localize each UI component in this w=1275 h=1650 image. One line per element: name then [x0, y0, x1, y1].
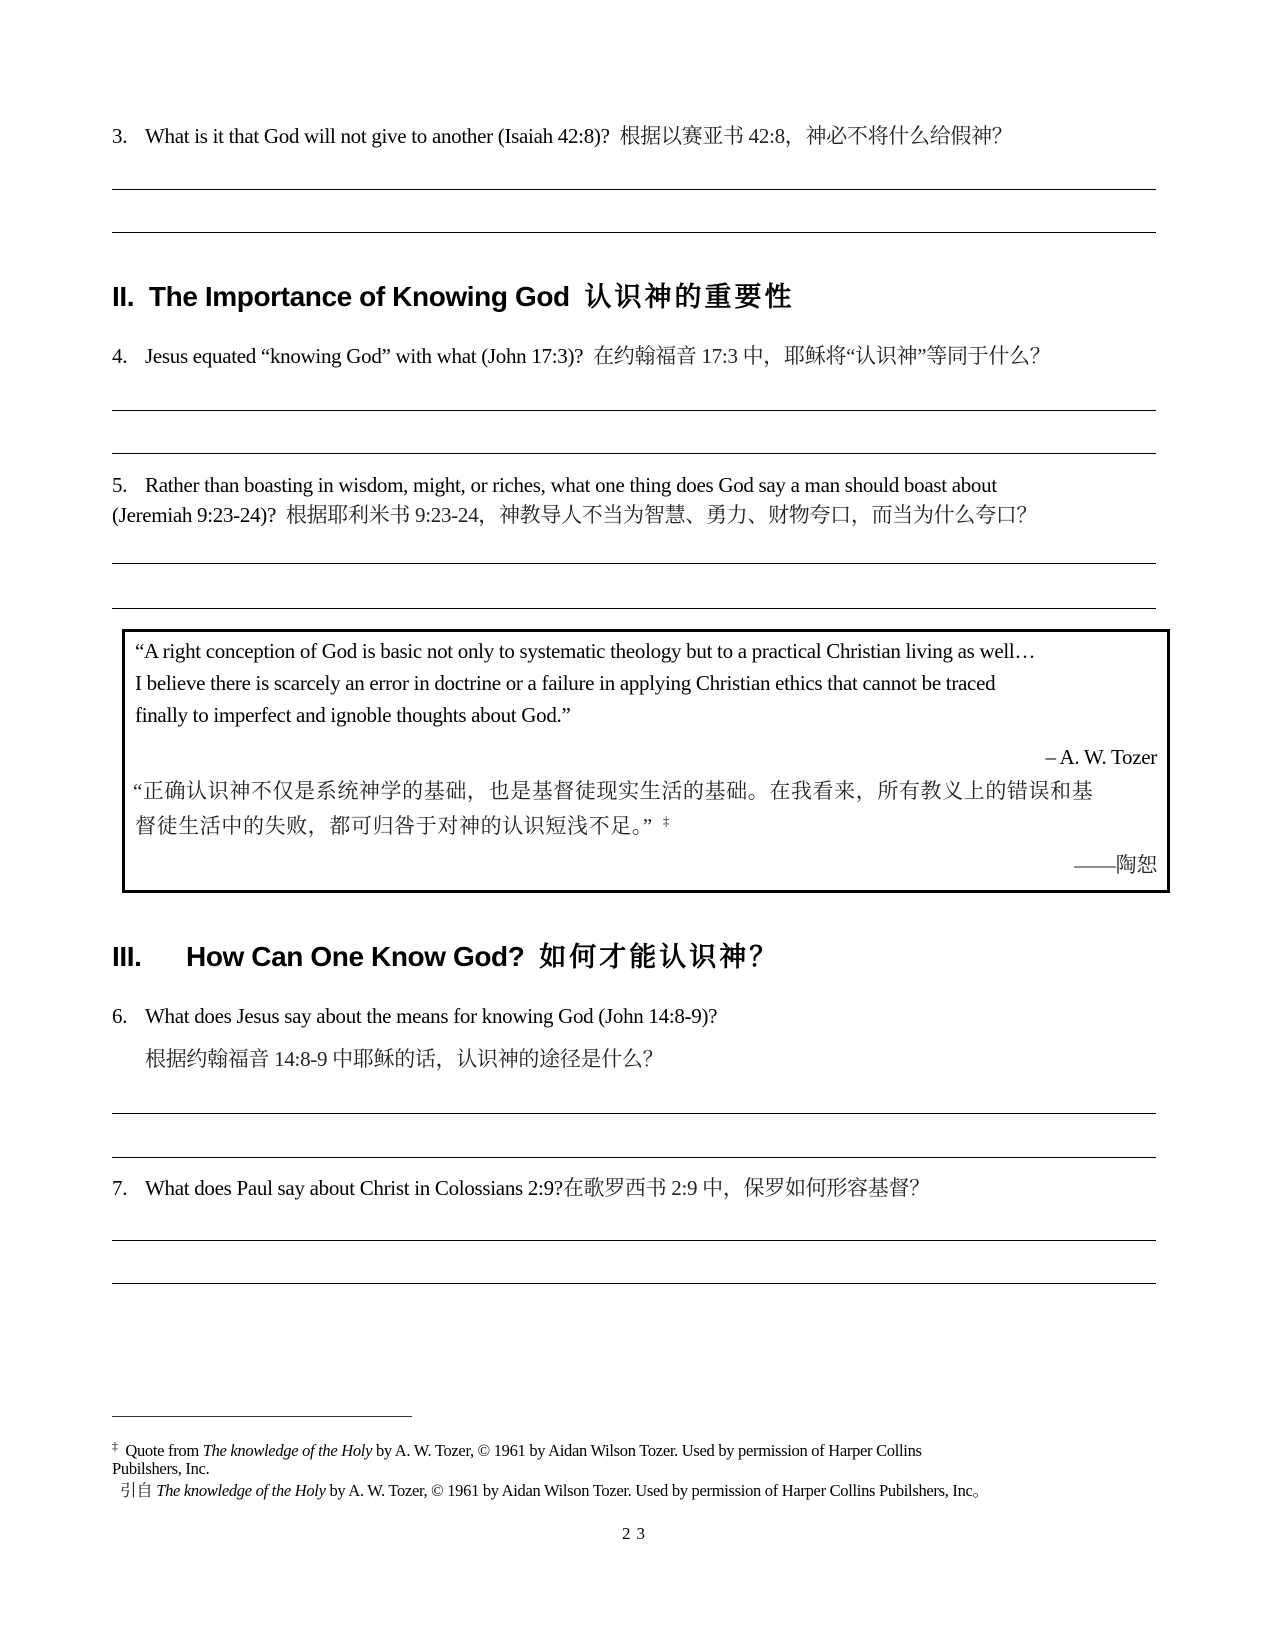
footnote-text: by A. W. Tozer, © 1961 by Aidan Wilson Tozer. Used by permission of Harper Collins Pubilshers, Inc。	[329, 1481, 989, 1500]
book-title: The knowledge of the Holy	[156, 1481, 326, 1500]
section-title-cn: 认识神的重要性	[584, 282, 795, 313]
quote-cn-line-2	[135, 808, 670, 839]
question-text-en: What does Jesus say about the means for knowing God (John 14:8-9)?	[145, 1004, 718, 1028]
answer-line[interactable]	[112, 189, 1156, 190]
section-heading-3	[112, 940, 779, 975]
answer-line[interactable]	[112, 453, 1156, 454]
answer-line[interactable]	[112, 410, 1156, 411]
question-text-en: What does Paul say about Christ in Colossians 2:9?	[145, 1176, 563, 1200]
footnote-cn-prefix: 引自	[120, 1481, 153, 1500]
question-number: 5.	[112, 473, 128, 497]
footnote-text: by A. W. Tozer, © 1961 by Aidan Wilson Tozer. Used by permission of Harper Collins	[375, 1441, 922, 1460]
question-text-en: What is it that God will not give to another (Isaiah 42:8)?	[145, 124, 610, 148]
footnote-line-1	[112, 1436, 922, 1461]
question-text-en: (Jeremiah 9:23-24)?	[112, 503, 276, 527]
quote-cn-author: ——陶恕	[1074, 853, 1157, 877]
quote-en-line-3: finally to imperfect and ignoble thoughts about God.”	[135, 703, 571, 727]
question-4	[112, 343, 1050, 369]
quote-cn-text: 督徒生活中的失败，都可归咎于对神的认识短浅不足。”	[135, 814, 653, 838]
question-number: 7.	[112, 1176, 128, 1200]
answer-line[interactable]	[112, 1113, 1156, 1114]
quote-cn-line-1: “正确认识神不仅是系统神学的基础，也是基督徒现实生活的基础。在我看来，所有教义上的错误和基	[133, 779, 1094, 803]
question-text-cn: 在约翰福音 17:3 中，耶稣将“认识神”等同于什么？	[593, 344, 1051, 368]
question-text-en: Rather than boasting in wisdom, might, or riches, what one thing does God say a man should boast about	[145, 473, 997, 497]
section-numeral: II.	[112, 281, 135, 312]
question-number: 4.	[112, 344, 128, 368]
question-text-cn: 根据以赛亚书 42:8，神必不将什么给假神？	[619, 124, 1013, 148]
section-heading-2	[112, 280, 795, 315]
question-6-line-2: 根据约翰福音 14:8-9 中耶稣的话，认识神的途径是什么？	[145, 1047, 664, 1071]
question-text-cn: 在歌罗西书 2:9 中，保罗如何形容基督？	[562, 1176, 930, 1200]
section-numeral: III.	[112, 941, 142, 972]
answer-line[interactable]	[112, 1157, 1156, 1158]
answer-line[interactable]	[112, 608, 1156, 609]
answer-line[interactable]	[112, 563, 1156, 564]
section-title-en: How Can One Know God?	[186, 941, 525, 972]
section-title-en: The Importance of Knowing God	[148, 281, 570, 312]
answer-line[interactable]	[112, 232, 1156, 233]
footnote-separator	[112, 1416, 412, 1417]
quote-en-line-1: “A right conception of God is basic not only to systematic theology but to a practical Christian living as well…	[135, 639, 1036, 663]
answer-line[interactable]	[112, 1283, 1156, 1284]
question-7	[112, 1175, 930, 1201]
quote-en-author: – A. W. Tozer	[1045, 745, 1157, 769]
footnote-line-2: Pubilshers, Inc.	[112, 1459, 210, 1478]
question-6-line-1	[112, 1003, 717, 1029]
question-5-line-1	[112, 472, 997, 498]
question-number: 6.	[112, 1004, 128, 1028]
book-title: The knowledge of the Holy	[202, 1441, 373, 1460]
quote-en-line-2: I believe there is scarcely an error in doctrine or a failure in applying Christian ethics that cannot be traced	[135, 671, 996, 695]
answer-line[interactable]	[112, 1240, 1156, 1241]
question-3	[112, 123, 1013, 149]
footnote-line-3	[120, 1481, 989, 1501]
quote-box	[122, 629, 1170, 893]
page-number: 23	[622, 1524, 651, 1543]
footnote-reference[interactable]: ‡	[662, 813, 670, 828]
question-text-en: Jesus equated “knowing God” with what (John 17:3)?	[145, 344, 584, 368]
question-5-line-2	[112, 502, 1037, 528]
question-text-cn: 根据耶利米书 9:23-24，神教导人不当为智慧、勇力、财物夸口，而当为什么夸口？	[285, 503, 1038, 527]
question-number: 3.	[112, 124, 128, 148]
footnote-mark: ‡	[112, 1439, 118, 1453]
section-title-cn: 如何才能认识神？	[539, 942, 780, 973]
footnote-prefix: Quote from	[125, 1441, 199, 1460]
